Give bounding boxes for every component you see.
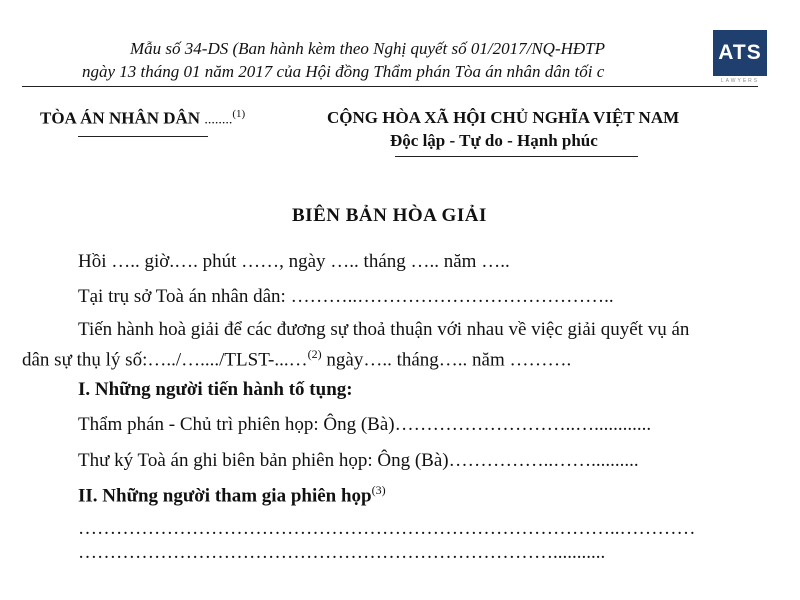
court-underline (78, 136, 208, 137)
court-name: TÒA ÁN NHÂN DÂN (40, 108, 201, 128)
motto-underline (395, 156, 638, 157)
header-rule (22, 86, 758, 87)
section-procedure-people: I. Những người tiến hành tố tụng: (78, 379, 353, 400)
clerk-line: Thư ký Toà án ghi biên bản phiên họp: Ông (Bà)……………..…….......... (78, 450, 639, 471)
participants-footnote: (3) (371, 483, 386, 497)
time-line: Hồi ….. giờ.…. phút ……, ngày ….. tháng ….. năm ….. (78, 251, 510, 272)
case-number: dân sự thụ lý số:…../…..../TLST-...… (22, 349, 308, 371)
country-name: CỘNG HÒA XÃ HỘI CHỦ NGHĨA VIỆT NAM (327, 108, 680, 127)
judge-line: Thẩm phán - Chủ trì phiên họp: Ông (Bà)………………………..…............ (78, 414, 652, 435)
ats-logo (713, 30, 767, 86)
purpose-line1: Tiến hành hoà giải để các đương sự thoả thuận với nhau về việc giải quyết vụ án (78, 319, 690, 340)
fill-dots-line2: …………………………………………………………………........... (78, 542, 606, 563)
purpose-line2 (22, 342, 571, 372)
form-note-line1: Mẫu số 34-DS (Ban hành kèm theo Nghị quyết số 01/2017/NQ-HĐTP (130, 39, 606, 58)
case-footnote: (2) (307, 347, 322, 361)
fill-dots-line1: …………………………………………………………………………..………… (78, 518, 696, 539)
logo-subtext: LAWYERS (720, 78, 760, 84)
case-date: ngày….. tháng….. năm ………. (321, 349, 572, 371)
logo-text: ATS (713, 30, 767, 76)
section-participants (78, 483, 386, 507)
motto: Độc lập - Tự do - Hạnh phúc (390, 131, 598, 150)
court-footnote: (1) (232, 108, 246, 120)
place-line: Tại trụ sở Toà án nhân dân: ………..………………………………….. (78, 286, 614, 307)
court-header (40, 108, 245, 129)
section-participants-label: II. Những người tham gia phiên họp (78, 485, 372, 507)
form-note-line2: ngày 13 tháng 01 năm 2017 của Hội đồng Thẩm phán Tòa án nhân dân tối c (82, 62, 605, 81)
court-dots: ........ (204, 112, 233, 128)
document-title: BIÊN BẢN HÒA GIẢI (292, 205, 487, 226)
